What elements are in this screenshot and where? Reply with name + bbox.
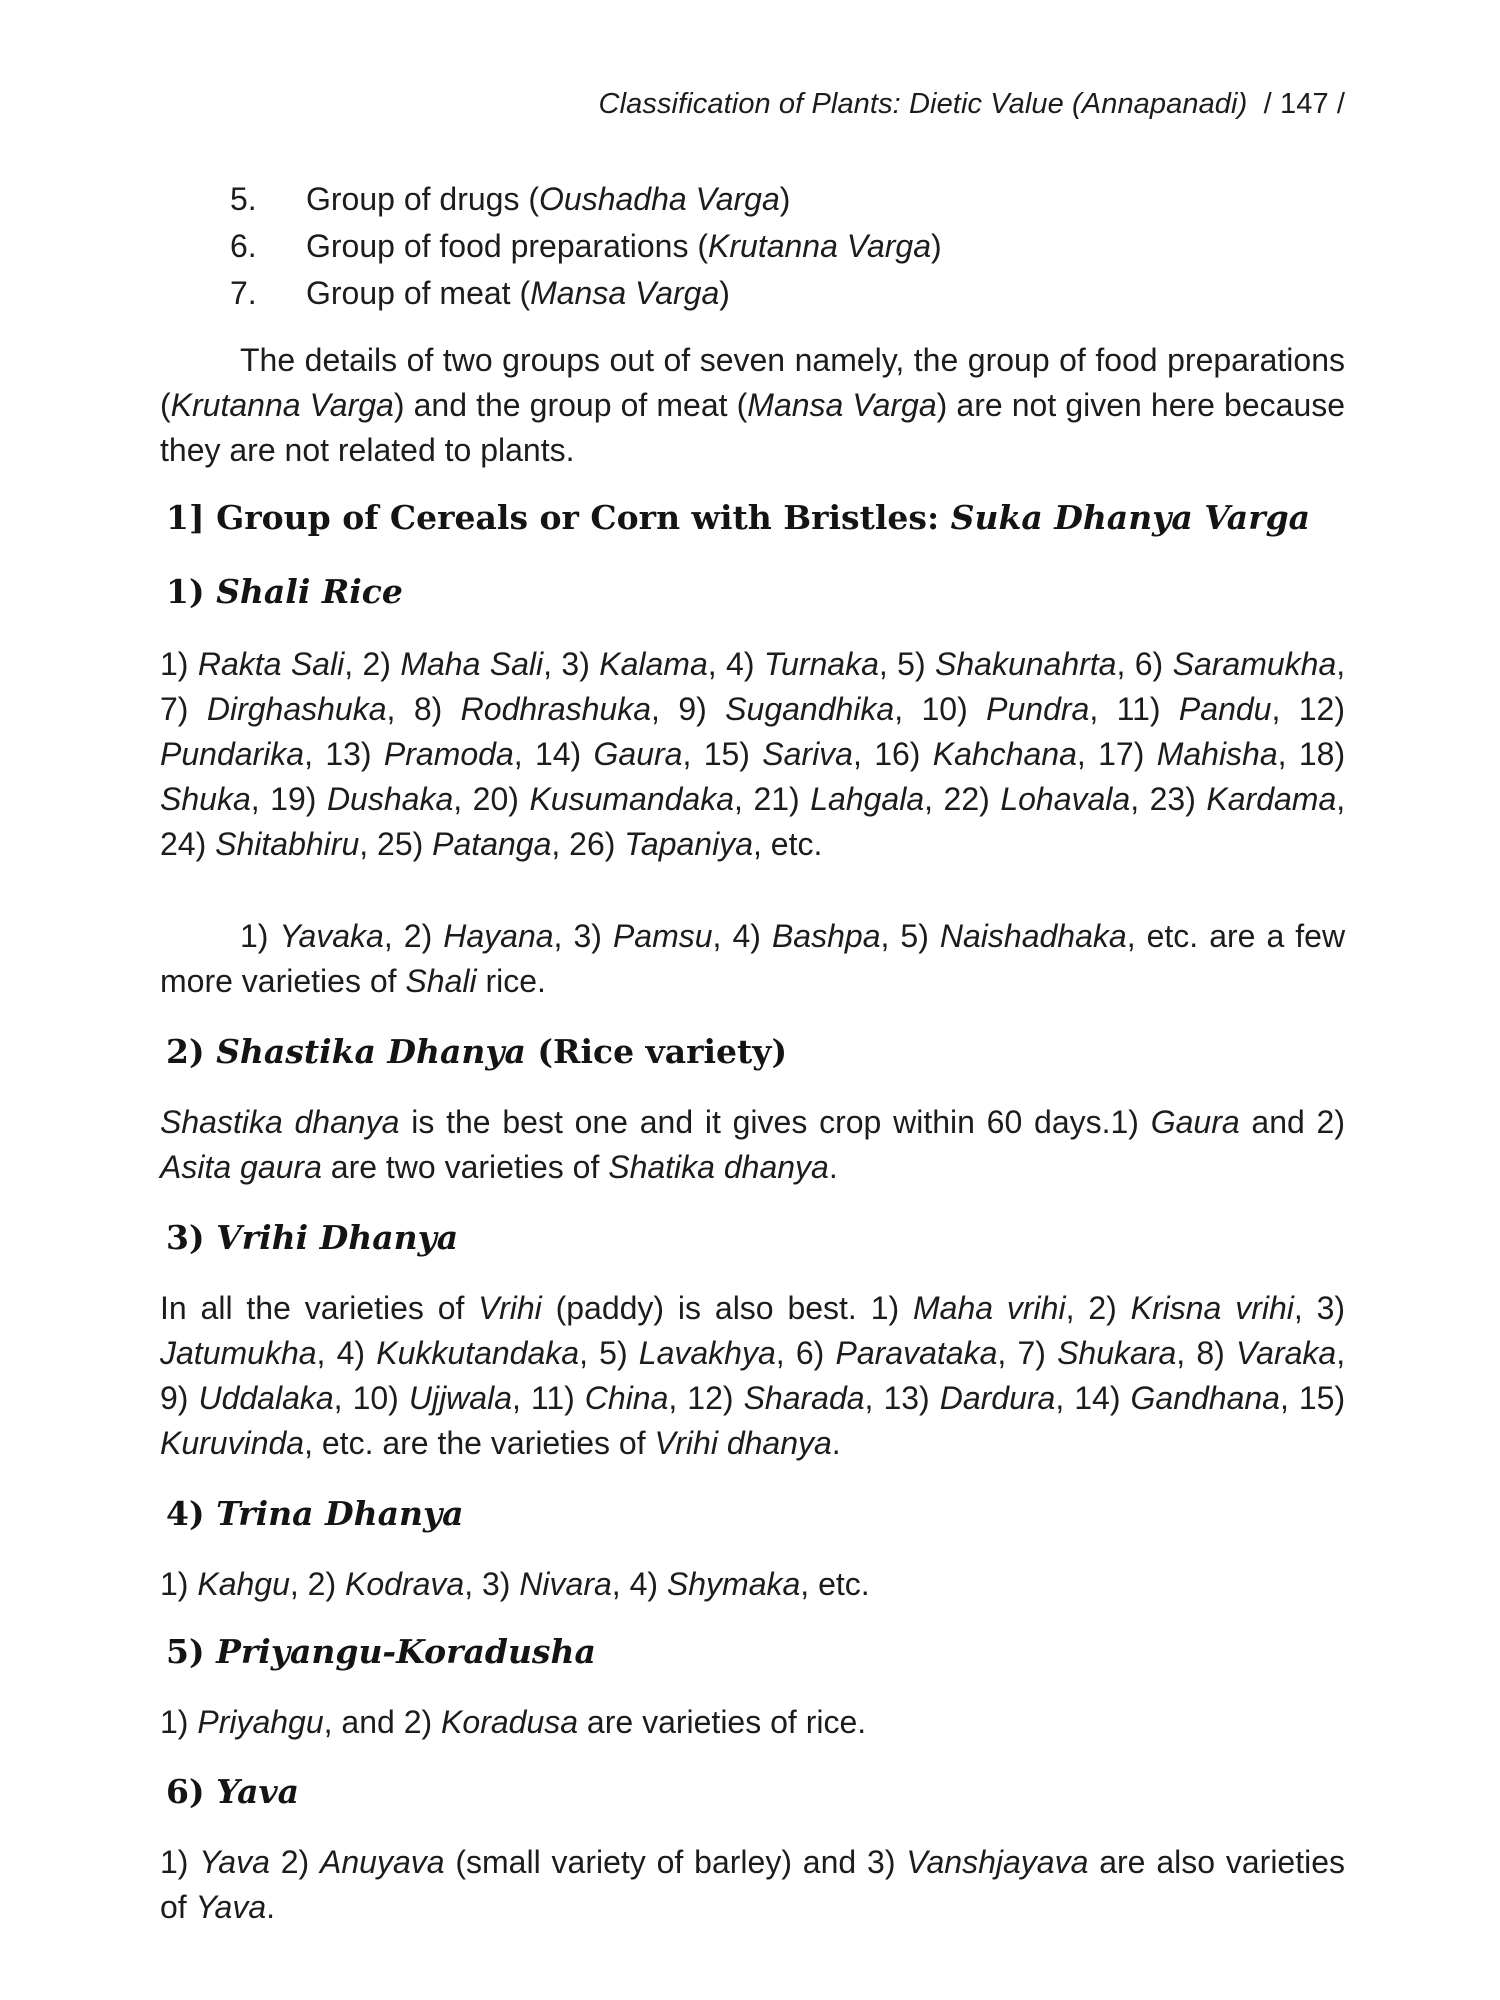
subsection-heading-trina: 4) Trina Dhanya [166, 1494, 464, 1533]
variety-name: Kusumandaka [529, 781, 735, 817]
variety-name: Gandhana [1130, 1380, 1280, 1416]
variety-name: Maha vrihi [913, 1290, 1066, 1326]
yava-paragraph: 1) Yava 2) Anuyava (small variety of barley) and 3) Vanshjayava are also varieties of Yava. [160, 1844, 1346, 1925]
priyangu-paragraph: 1) Priyahgu, and 2) Koradusa are varieties of rice. [160, 1704, 867, 1740]
subsection-heading-yava: 6) Yava [166, 1772, 300, 1811]
subsection-heading-shastika: 2) Shastika Dhanya (Rice variety) [166, 1032, 788, 1071]
variety-name: Kalama [599, 646, 708, 682]
variety-name: Gaura [593, 736, 683, 772]
subsection-heading-vrihi: 3) Vrihi Dhanya [166, 1218, 459, 1257]
group-list [230, 176, 942, 317]
variety-name: Shymaka [666, 1566, 801, 1602]
variety-name: Varaka [1235, 1335, 1337, 1371]
variety-name: Hayana [443, 918, 554, 954]
variety-name: Shukara [1057, 1335, 1177, 1371]
variety-name: Pandu [1178, 691, 1272, 727]
list-item: 7. Group of meat (Mansa Varga) [230, 275, 730, 311]
variety-name: Kahgu [197, 1566, 290, 1602]
page-number: / 147 / [1263, 88, 1345, 120]
variety-name: Patanga [432, 826, 552, 862]
subsection-heading-priyangu: 5) Priyangu-Koradusha [166, 1632, 596, 1671]
variety-name: Kukkutandaka [376, 1335, 580, 1371]
variety-name: Kodrava [345, 1566, 465, 1602]
variety-name: Pundra [986, 691, 1090, 727]
variety-name: Kahchana [932, 736, 1077, 772]
variety-name: Sariva [762, 736, 853, 772]
variety-name: Yavaka [279, 918, 384, 954]
variety-name: Rakta Sali [197, 646, 345, 682]
trina-paragraph: 1) Kahgu, 2) Kodrava, 3) Nivara, 4) Shymaka, etc. [160, 1566, 870, 1602]
variety-name: Nivara [519, 1566, 612, 1602]
variety-name: Tapaniya [624, 826, 753, 862]
shali-more-paragraph: 1) Yavaka, 2) Hayana, 3) Pamsu, 4) Bashpa, 5) Naishadhaka, etc. are a few more varieties of Shali rice. [160, 918, 1346, 999]
variety-name: Pamsu [612, 918, 713, 954]
variety-name: Sharada [743, 1380, 865, 1416]
variety-name: Turnaka [763, 646, 879, 682]
variety-name: Pramoda [383, 736, 514, 772]
variety-name: Dardura [939, 1380, 1056, 1416]
variety-name: Bashpa [771, 918, 881, 954]
variety-name: Krisna vrihi [1130, 1290, 1294, 1326]
variety-name: Rodhrashuka [460, 691, 652, 727]
list-item: 6. Group of food preparations (Krutanna Varga) [230, 228, 942, 264]
variety-name: Lavakhya [638, 1335, 776, 1371]
variety-name: China [584, 1380, 669, 1416]
variety-name: Paravataka [835, 1335, 998, 1371]
variety-name: Naishadhaka [939, 918, 1127, 954]
section-heading: 1] Group of Cereals or Corn with Bristles: Suka Dhanya Varga [166, 498, 1311, 537]
running-header [160, 88, 1345, 121]
variety-name: Sugandhika [725, 691, 895, 727]
variety-name: Maha Sali [400, 646, 544, 682]
variety-name: Lohavala [1000, 781, 1131, 817]
intro-paragraph: The details of two groups out of seven namely, the group of food preparations (Krutanna Varga) and the group of meat (Mansa Varga) are not given here because they are not related to plants. [160, 342, 1346, 468]
subsection-heading-shali: 1) Shali Rice [166, 572, 403, 611]
variety-name: Shuka [160, 781, 251, 817]
variety-name: Kardama [1206, 781, 1337, 817]
variety-name: Jatumukha [160, 1335, 317, 1371]
variety-name: Dirghashuka [206, 691, 387, 727]
variety-name: Uddalaka [198, 1380, 334, 1416]
vrihi-paragraph: In all the varieties of Vrihi (paddy) is also best. 1) Maha vrihi, 2) Krisna vrihi, 3) Jatumukha, 4) Kukkutandaka, 5) Lavakhya, 6) Paravataka, 7) Shukara, 8) Varaka, 9) Uddalaka, 10) Ujjwala, 11) China, 12) Sharada, 13) Dardura, 14) Gandhana, 15) Kuruvinda, etc. are the varieties of Vrihi dhanya. [160, 1290, 1346, 1461]
variety-name: Ujjwala [408, 1380, 512, 1416]
variety-name: Mahisha [1156, 736, 1278, 772]
shali-varieties-paragraph: 1) Rakta Sali, 2) Maha Sali, 3) Kalama, 4) Turnaka, 5) Shakunahrta, 6) Saramukha, 7) Dirghashuka, 8) Rodhrashuka, 9) Sugandhika, 10) Pundra, 11) Pandu, 12) Pundarika, 13) Pramoda, 14) Gaura, 15) Sariva, 16) Kahchana, 17) Mahisha, 18) Shuka, 19) Dushaka, 20) Kusumandaka, 21) Lahgala, 22) Lohavala, 23) Kardama, 24) Shitabhiru, 25) Patanga, 26) Tapaniya, etc. [160, 646, 1346, 862]
variety-name: Shitabhiru [215, 826, 360, 862]
variety-name: Saramukha [1172, 646, 1337, 682]
list-item: 5. Group of drugs (Oushadha Varga) [230, 181, 791, 217]
variety-name: Dushaka [326, 781, 454, 817]
variety-name: Shakunahrta [935, 646, 1117, 682]
running-title: Classification of Plants: Dietic Value (Annapanadi) [598, 88, 1248, 120]
variety-name: Kuruvinda [160, 1425, 305, 1461]
variety-name: Lahgala [810, 781, 925, 817]
variety-name: Pundarika [160, 736, 305, 772]
shastika-paragraph: Shastika dhanya is the best one and it gives crop within 60 days.1) Gaura and 2) Asita gaura are two varieties of Shatika dhanya. [160, 1104, 1346, 1185]
